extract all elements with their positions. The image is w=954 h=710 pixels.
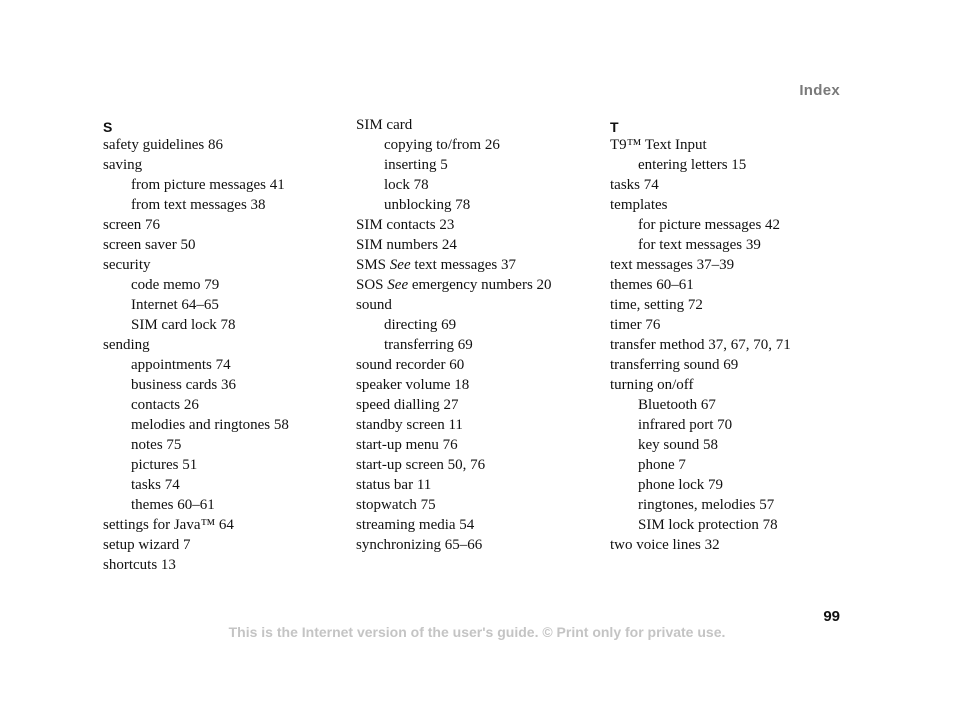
index-entry: streaming media 54 <box>356 517 475 533</box>
index-entry: themes 60–61 <box>610 277 694 293</box>
index-subentry: melodies and ringtones 58 <box>131 417 289 433</box>
index-subentry: infrared port 70 <box>638 417 733 433</box>
index-entry: SIM contacts 23 <box>356 217 455 233</box>
index-subentry: unblocking 78 <box>384 197 471 213</box>
index-entry: stopwatch 75 <box>356 497 436 513</box>
index-entry-term: SOS <box>356 277 388 293</box>
index-subentry: for picture messages 42 <box>638 217 781 233</box>
index-subentry: from text messages 38 <box>131 197 266 213</box>
index-entry: settings for Java™ 64 <box>103 517 234 533</box>
index-subentry: inserting 5 <box>384 157 448 173</box>
index-entry <box>356 275 596 295</box>
index-column-3 <box>610 115 850 555</box>
footer-disclaimer: This is the Internet version of the user's guide. © Print only for private use. <box>228 624 726 640</box>
index-entry: speed dialling 27 <box>356 397 459 413</box>
index-subentry: key sound 58 <box>638 437 718 453</box>
index-entry: safety guidelines 86 <box>103 137 223 153</box>
index-subentry: contacts 26 <box>131 397 199 413</box>
index-subentry: transferring 69 <box>384 337 473 353</box>
index-subentry: directing 69 <box>384 317 457 333</box>
index-subentry: themes 60–61 <box>131 497 215 513</box>
index-entry: time, setting 72 <box>610 297 703 313</box>
index-subentry: pictures 51 <box>131 457 198 473</box>
index-subentry: appointments 74 <box>131 357 231 373</box>
page-header-title: Index <box>799 82 840 99</box>
index-entry: text messages 37–39 <box>610 257 735 273</box>
index-subentry: from picture messages 41 <box>131 177 285 193</box>
index-entry: start-up screen 50, 76 <box>356 457 486 473</box>
page-number: 99 <box>823 608 840 625</box>
index-subentry: phone lock 79 <box>638 477 723 493</box>
index-subentry: lock 78 <box>384 177 429 193</box>
index-entry-target: emergency numbers 20 <box>408 277 552 293</box>
index-subentry: phone 7 <box>638 457 686 473</box>
index-entry: saving <box>103 157 143 173</box>
index-subentry: business cards 36 <box>131 377 236 393</box>
index-entry: tasks 74 <box>610 177 659 193</box>
index-subentry: code memo 79 <box>131 277 220 293</box>
index-entry: screen saver 50 <box>103 237 196 253</box>
index-entry: start-up menu 76 <box>356 437 458 453</box>
index-subentry: SIM card lock 78 <box>131 317 236 333</box>
index-entry: transfer method 37, 67, 70, 71 <box>610 337 791 353</box>
index-entry-target: text messages 37 <box>410 257 517 273</box>
index-entry: T9™ Text Input <box>610 137 707 153</box>
index-subentry: copying to/from 26 <box>384 137 500 153</box>
index-column-2 <box>356 115 596 555</box>
index-entry: setup wizard 7 <box>103 537 191 553</box>
index-subentry: ringtones, melodies 57 <box>638 497 775 513</box>
index-entry: sound recorder 60 <box>356 357 465 373</box>
index-entry: sending <box>103 337 150 353</box>
index-entry: security <box>103 257 151 273</box>
see-reference: See <box>389 257 411 273</box>
index-column-1 <box>103 115 343 575</box>
index-entry <box>356 255 596 275</box>
index-entry: status bar 11 <box>356 477 432 493</box>
index-entry-term: SMS <box>356 257 390 273</box>
index-entry: screen 76 <box>103 217 161 233</box>
index-subentry: Internet 64–65 <box>131 297 219 313</box>
index-entry: synchronizing 65–66 <box>356 537 483 553</box>
index-letter-heading: T <box>610 119 619 135</box>
index-subentry: SIM lock protection 78 <box>638 517 778 533</box>
index-entry: transferring sound 69 <box>610 357 739 373</box>
index-subentry: notes 75 <box>131 437 182 453</box>
index-entry: turning on/off <box>610 377 694 393</box>
index-entry: SIM numbers 24 <box>356 237 457 253</box>
index-subentry: for text messages 39 <box>638 237 761 253</box>
index-entry: shortcuts 13 <box>103 557 176 573</box>
index-letter-heading: S <box>103 119 113 135</box>
index-entry: standby screen 11 <box>356 417 463 433</box>
index-subentry: Bluetooth 67 <box>638 397 716 413</box>
index-subentry: tasks 74 <box>131 477 180 493</box>
index-entry: SIM card <box>356 117 413 133</box>
see-reference: See <box>387 277 409 293</box>
index-entry: templates <box>610 197 668 213</box>
index-subentry: entering letters 15 <box>638 157 747 173</box>
index-entry: speaker volume 18 <box>356 377 470 393</box>
index-entry: two voice lines 32 <box>610 537 720 553</box>
index-entry: sound <box>356 297 392 313</box>
index-entry: timer 76 <box>610 317 661 333</box>
